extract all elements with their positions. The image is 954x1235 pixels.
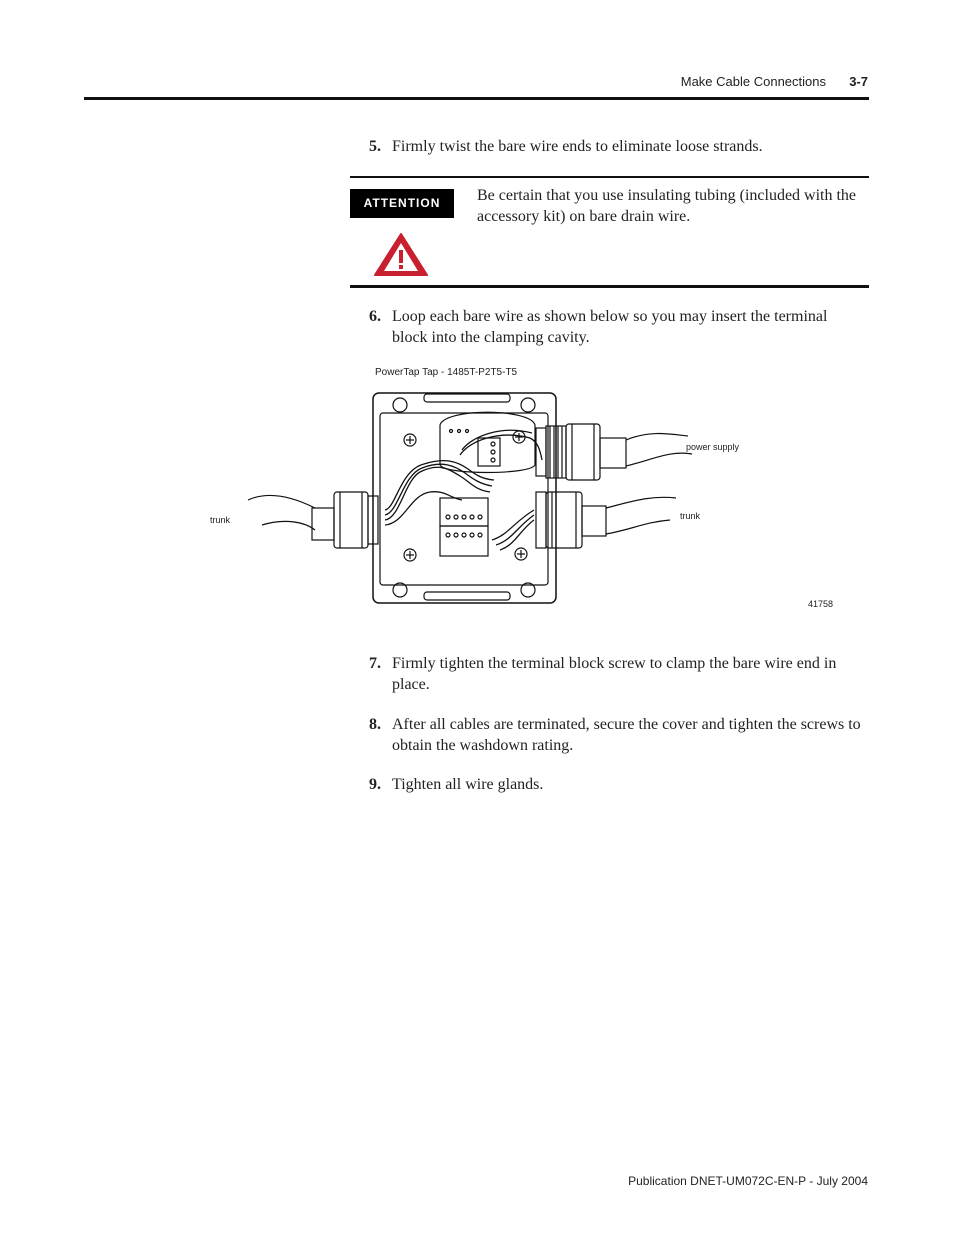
power-terminal-block	[478, 438, 500, 466]
trunk-right-cable-line	[606, 497, 676, 508]
power-gland	[566, 424, 600, 480]
trunk-right-cable-line	[606, 520, 670, 534]
step-text: Firmly twist the bare wire ends to eliminate loose strands.	[392, 138, 763, 155]
trunk-left-jacket	[312, 508, 334, 540]
publication-footer: Publication DNET-UM072C-EN-P - July 2004	[628, 1174, 868, 1188]
attention-message: Be certain that you use insulating tubing (included with the accessory kit) on bare drain wire.	[477, 187, 857, 225]
section-title: Make Cable Connections	[680, 74, 826, 89]
page-number: 3-7	[849, 74, 868, 89]
power-supply-cable-line	[626, 434, 688, 441]
trunk-right-label: trunk	[680, 511, 701, 521]
enclosure-mount-hole	[521, 398, 535, 412]
figure-caption: PowerTap Tap - 1485T-P2T5-T5	[375, 367, 518, 378]
header-rule	[84, 97, 869, 100]
step-text: Loop each bare wire as shown below so you may insert the terminal block into the clamping cavity.	[392, 308, 828, 346]
step-number: 8.	[369, 716, 381, 733]
page-header	[0, 0, 954, 100]
trunk-left-gland	[334, 492, 368, 548]
step-number: 7.	[369, 655, 381, 672]
step-text: Tighten all wire glands.	[392, 776, 544, 793]
trunk-terminal-block	[440, 526, 488, 556]
screw-icon	[515, 548, 527, 560]
enclosure-mount-hole	[393, 398, 407, 412]
warning-triangle-icon	[373, 231, 429, 277]
screw-icon	[404, 434, 416, 446]
step-number: 6.	[369, 308, 381, 325]
trunk-left-cable-line	[262, 521, 315, 530]
attention-bottom-rule	[350, 285, 869, 288]
powertap-diagram	[200, 380, 860, 620]
trunk-left-cable-line	[248, 495, 315, 508]
screw-icon	[404, 549, 416, 561]
attention-top-rule	[350, 176, 869, 178]
step-number: 5.	[369, 138, 381, 155]
step-text: Firmly tighten the terminal block screw to clamp the bare wire end in place.	[392, 655, 837, 693]
figure-number: 41758	[808, 599, 834, 609]
step-text: After all cables are terminated, secure the cover and tighten the screws to obtain the washdown rating.	[392, 716, 861, 754]
step-number: 9.	[369, 776, 381, 793]
wire-bundle	[385, 430, 542, 550]
power-supply-cable-line	[626, 453, 692, 466]
attention-box	[350, 176, 869, 288]
power-supply-label: power supply	[686, 442, 740, 452]
powertap-tap-illustration	[200, 380, 860, 620]
trunk-terminal-block	[440, 498, 488, 526]
trunk-left-label: trunk	[210, 515, 231, 525]
power-supply-jacket	[600, 438, 626, 468]
trunk-right-jacket	[582, 506, 606, 536]
attention-badge: ATTENTION	[350, 189, 454, 218]
